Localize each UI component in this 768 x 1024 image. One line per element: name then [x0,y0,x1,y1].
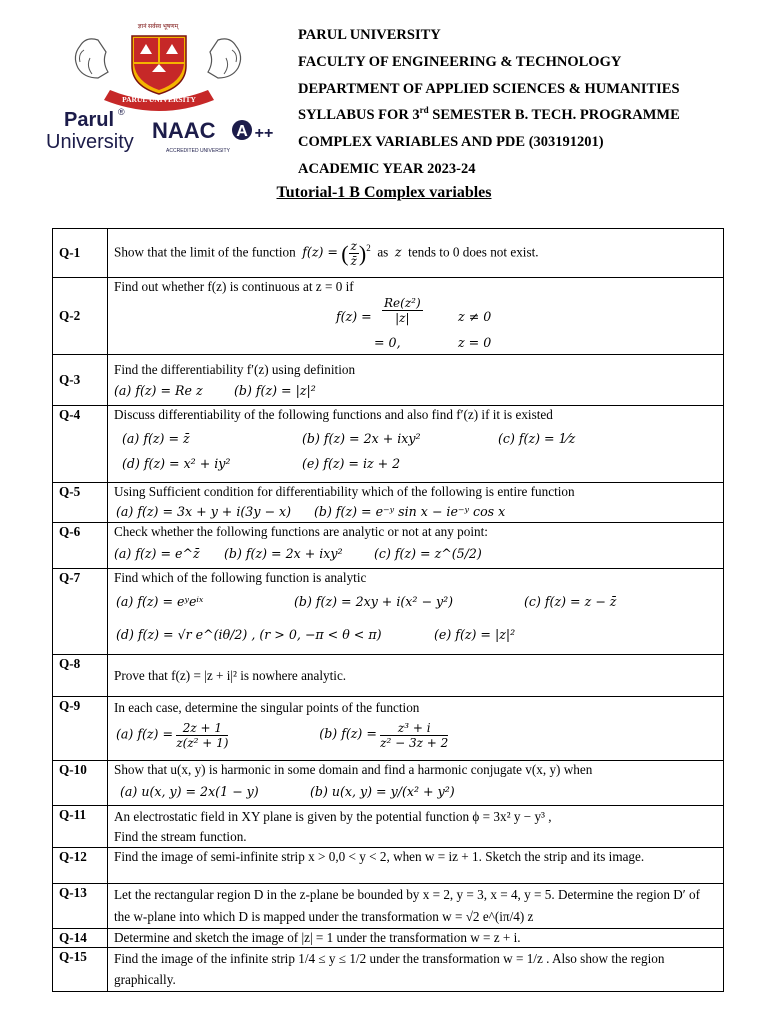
question-number: Q-5 [53,483,108,523]
q10-option-a: (a) u(x, y) = 2x(1 − y) [120,783,259,799]
q9-b-num: z³ + i [380,721,448,736]
question-text [108,806,724,848]
question-text [108,523,724,569]
question-text [108,406,724,483]
q2-lhs: f(z) = [336,308,372,324]
q6-option-c: (c) f(z) = z^(5/2) [374,545,482,561]
q1-fraction: $\frac{z}{z̄}$ [350,238,357,268]
question-number: Q-1 [53,229,108,278]
logo-ribbon-text: PARUL UNIVERSITY [122,95,196,104]
q2-cond2: z = 0 [458,334,492,350]
university-logo [40,20,288,160]
q3-option-a: (a) f(z) = Re z [114,383,203,398]
question-row [53,569,724,655]
q6-option-a: (a) f(z) = e^z̄ [114,545,200,561]
header-academic-year: ACADEMIC YEAR 2023-24 [298,160,476,177]
question-number: Q-10 [53,761,108,806]
naac-subtitle: ACCREDITED UNIVERSITY [166,148,230,154]
q11-line2: Find the stream function. [114,828,247,844]
q7-option-b: (b) f(z) = 2xy + i(x² − y²) [294,593,454,609]
header-department: DEPARTMENT OF APPLIED SCIENCES & HUMANITIES [298,80,680,97]
q9-option-a [116,721,316,750]
q9-a-num: 2z + 1 [176,721,228,736]
question-row [53,483,724,523]
question-number: Q-11 [53,806,108,848]
q5-option-b: (b) f(z) = e⁻ʸ sin x − ie⁻ʸ cos x [314,503,506,519]
question-text: Find the image of the infinite strip 1/4 ≤ y ≤ 1/2 under the transformation w = 1/z . Also show the region graphically. [108,947,724,991]
question-text [108,355,724,406]
document-header [298,22,758,183]
question-text: Prove that f(z) = |z + i|² is nowhere analytic. [108,655,724,697]
q4-option-b: (b) f(z) = 2x + ixy² [302,430,421,446]
question-row [53,697,724,761]
question-number: Q-9 [53,697,108,761]
q2-piecewise [114,296,717,352]
question-text [108,483,724,523]
question-row [53,523,724,569]
question-row [53,806,724,848]
q2-cond1: z ≠ 0 [458,308,492,324]
question-text [108,697,724,761]
q2-text: Find out whether f(z) is continuous at z = 0 if [114,279,354,294]
question-number: Q-7 [53,569,108,655]
q7-text: Find which of the following function is analytic [114,570,367,585]
q2-line2: = 0, [374,334,401,350]
page-title: Tutorial-1 B Complex variables [276,184,492,201]
question-number: Q-13 [53,884,108,929]
q5-text: Using Sufficient condition for differentiability which of the following is entire function [114,484,575,499]
q7-option-d: (d) f(z) = √r e^(iθ/2) , (r > 0, −π < θ < π) [116,627,382,642]
question-text [108,278,724,355]
q11-text: An electrostatic field in XY plane is given by the potential function ϕ = 3x² y − y³ , [114,809,552,824]
q4-option-a: (a) f(z) = z̄ [122,430,190,446]
question-number: Q-4 [53,406,108,483]
q7-option-c: (c) f(z) = z − z̄ [524,593,617,609]
logo-brand-line2: University [46,131,134,153]
question-number: Q-12 [53,848,108,884]
header-syllabus-post: SEMESTER B. TECH. PROGRAMME [428,107,680,124]
question-row [53,848,724,884]
q3-text: Find the differentiability f′(z) using definition [114,361,356,377]
questions-table [52,228,724,992]
logo-registered-mark: ® [118,107,125,117]
header-university: PARUL UNIVERSITY [298,27,441,43]
q10-option-b: (b) u(x, y) = y/(x² + y²) [310,783,455,799]
q9-a-pre: (a) f(z) = [116,726,174,742]
q10-text: Show that u(x, y) is harmonic in some domain and find a harmonic conjugate v(x, y) when [114,762,593,777]
question-number: Q-3 [53,355,108,406]
q1-function: f(z) = [302,244,338,260]
q9-option-b [319,720,449,750]
header-course: COMPLEX VARIABLES AND PDE (303191201) [298,134,604,151]
question-text [108,569,724,655]
question-row [53,929,724,948]
question-number: Q-2 [53,278,108,355]
question-number: Q-8 [53,655,108,697]
q6-text: Check whether the following functions are analytic or not at any point: [114,524,488,539]
question-text [108,761,724,806]
q9-b-den: z² − 3z + 2 [380,735,449,750]
q1-pre: Show that the limit of the function [114,244,296,260]
logo-brand-line1: Parul [64,109,115,131]
q3-option-b: (b) f(z) = |z|² [234,383,316,398]
header-syllabus [298,102,758,129]
q1-var: z [394,244,402,260]
header-syllabus-sup: rd [419,105,429,116]
q4-text: Discuss differentiability of the following functions and also find f′(z) if it is existed [114,407,553,422]
q6-option-b: (b) f(z) = 2x + ixy² [224,545,343,561]
header-syllabus-pre: SYLLABUS FOR 3 [298,107,420,124]
q1-mid: as [377,244,389,260]
question-row [53,406,724,483]
question-row [53,761,724,806]
q4-option-d: (d) f(z) = x² + iy² [122,456,231,471]
svg-text:++: ++ [254,125,274,142]
q4-option-c: (c) f(z) = 1⁄z [498,430,576,446]
question-number: Q-14 [53,929,108,948]
question-row [53,355,724,406]
question-text: Find the image of semi-infinite strip x > 0,0 < y < 2, when w = iz + 1. Sketch the strip and its image. [108,848,724,884]
question-number: Q-15 [53,947,108,991]
q9-a-den: z(z² + 1) [176,735,229,750]
naac-logo-text: NAAC [152,118,216,143]
question-text: Let the rectangular region D in the z-plane be bounded by x = 2, y = 3, x = 4, y = 5. Determine the region D′ of the w-plane into which D is mapped under the transformation w = √2 e^(iπ/4) z [108,884,724,929]
question-row [53,278,724,355]
question-text: Show that the limit of the function f(z) = ( $\frac{z}{z̄}$ )$^2$ as z tends to 0 does not exist. [108,229,724,278]
q7-option-a: (a) f(z) = eʸeⁱˣ [116,593,204,609]
q4-option-e: (e) f(z) = iz + 2 [302,456,401,471]
question-row [53,229,724,278]
question-row [53,884,724,929]
logo-motto: ज्ञानं सर्वस्व भूषणम् [137,24,179,30]
q2-den: |z| [395,310,410,325]
question-number: Q-6 [53,523,108,569]
question-row [53,655,724,697]
question-row [53,947,724,991]
q9-text: In each case, determine the singular points of the function [114,700,420,715]
question-text: Determine and sketch the image of |z| = 1 under the transformation w = z + i. [108,929,724,948]
svg-text:A: A [236,123,248,140]
q9-b-pre: (b) f(z) = [319,726,377,742]
header-faculty: FACULTY OF ENGINEERING & TECHNOLOGY [298,53,622,70]
q2-fraction [382,296,423,325]
q5-option-a: (a) f(z) = 3x + y + i(3y − x) [116,503,292,519]
q1-post: tends to 0 does not exist. [408,244,539,260]
q7-option-e: (e) f(z) = |z|² [434,627,516,642]
q2-num: Re(z²) [384,295,421,310]
